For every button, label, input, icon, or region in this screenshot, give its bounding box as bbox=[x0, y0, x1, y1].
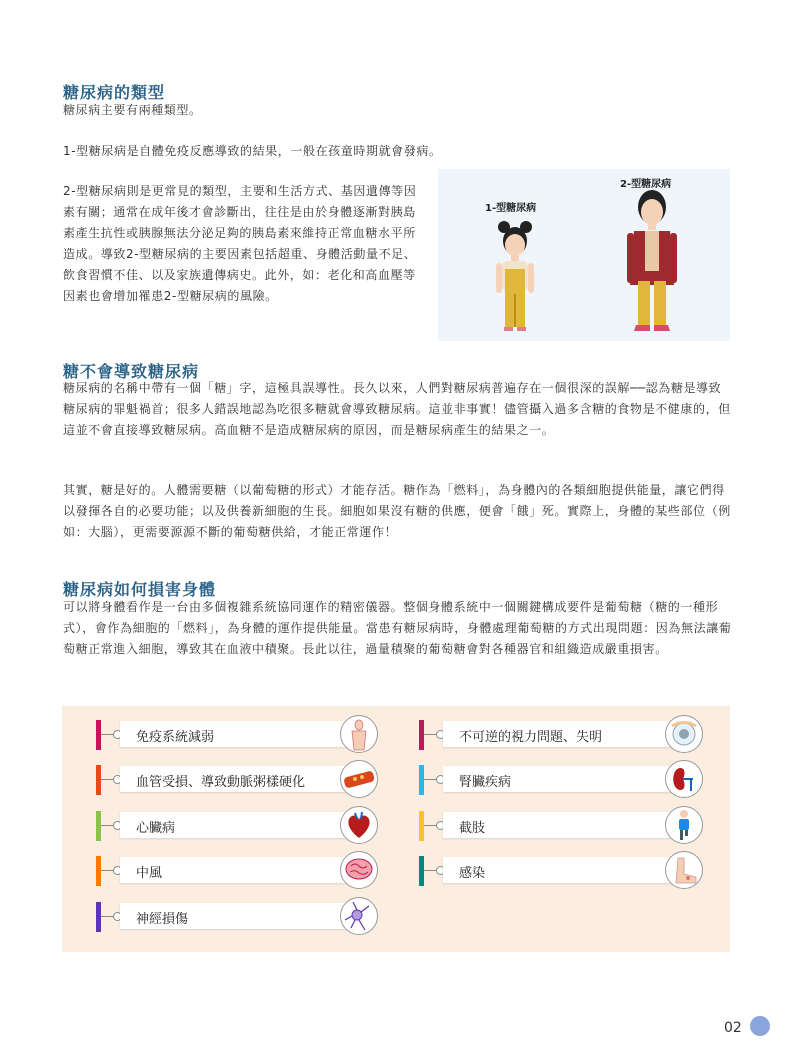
section-title-types: 糖尿病的類型 bbox=[63, 83, 166, 102]
types-intro: 糖尿病主要有兩種類型。 bbox=[63, 103, 202, 117]
body-icon bbox=[340, 715, 378, 753]
complication-label: 免疫系統減弱 bbox=[136, 730, 215, 745]
child-figure bbox=[496, 221, 534, 331]
type1-description: 1-型糖尿病是自體免疫反應導致的結果，一般在孩童時期就會發病。 bbox=[63, 144, 442, 158]
page-number: 02 bbox=[724, 1020, 742, 1036]
diabetes-types-illustration bbox=[438, 169, 730, 341]
nerve-icon bbox=[340, 897, 378, 935]
sugar-paragraph-2: 其實，糖是好的。人體需要糖（以葡萄糖的形式）才能存活。糖作為「燃料」，為身體內的各類細胞提供能量，讓它們得以發揮各自的必要功能；以及供養新細胞的生長。細胞如果沒有糖的供應，便會「餓」死。實際上，身體的某些部位（例如：大腦），更需要源源不斷的葡萄糖供給，才能正常運作！ bbox=[63, 483, 731, 539]
artery-icon bbox=[340, 760, 378, 798]
foot-icon bbox=[665, 851, 703, 889]
amputation-icon bbox=[665, 806, 703, 844]
page-number-dot bbox=[750, 1016, 770, 1036]
color-bar bbox=[96, 720, 101, 750]
adult-figure bbox=[627, 190, 677, 331]
complication-label: 感染 bbox=[459, 866, 486, 881]
brain-icon bbox=[340, 851, 378, 889]
complication-label: 心臟病 bbox=[136, 821, 176, 836]
complication-label: 血管受損、導致動脈粥樣硬化 bbox=[136, 775, 306, 790]
complication-label: 不可逆的視力問題、失明 bbox=[459, 730, 603, 745]
complication-label: 神經損傷 bbox=[136, 912, 189, 927]
complication-label: 腎臟疾病 bbox=[459, 775, 512, 790]
eye-icon bbox=[665, 715, 703, 753]
complication-label: 中風 bbox=[136, 866, 163, 881]
type2-description: 2-型糖尿病則是更常見的類型，主要和生活方式、基因遺傳等因素有關；通常在成年後才會診斷出，往往是由於身體逐漸對胰島素產生抗性或胰腺無法分泌足夠的胰島素來維持正常血糖水平所造成。導致2-型糖尿病的主要因素包括超重、身體活動量不足、飲食習慣不佳、以及家族遺傳病史。此外，如：老化和高血壓等因素也會增加罹患2-型糖尿病的風險。 bbox=[63, 184, 417, 303]
label-type1: 1-型糖尿病 bbox=[485, 203, 537, 214]
sugar-paragraph-1: 糖尿病的名稱中帶有一個「糖」字，這極具誤導性。長久以來，人們對糖尿病普遍存在一個很深的誤解──認為糖是導致糖尿病的罪魁禍首；很多人錯誤地認為吃很多糖就會導致糖尿病。這並非事實！儘管攝入過多含糖的食物是不健康的，但這並不會直接導致糖尿病。高血糖不是造成糖尿病的原因，而是糖尿病產生的結果之一。 bbox=[63, 381, 731, 437]
section-title-sugar: 糖不會導致糖尿病 bbox=[63, 362, 200, 381]
heart-icon bbox=[340, 806, 378, 844]
complications-panel bbox=[62, 706, 730, 952]
section-title-damage: 糖尿病如何損害身體 bbox=[63, 580, 217, 599]
kidney-icon bbox=[665, 760, 703, 798]
damage-paragraph: 可以將身體看作是一台由多個複雜系統協同運作的精密儀器。整個身體系統中一個關鍵構成要件是葡萄糖（糖的一種形式），會作為細胞的「燃料」，為身體的運作提供能量。當患有糖尿病時，身體處理葡萄糖的方式出現問題：因為無法讓葡萄糖正常進入細胞，導致其在血液中積聚。長此以往，過量積聚的葡萄糖會對各種器官和組織造成嚴重損害。 bbox=[63, 600, 732, 656]
label-type2: 2-型糖尿病 bbox=[620, 179, 672, 190]
complication-label: 截肢 bbox=[459, 821, 486, 836]
child-and-adult-figures bbox=[438, 169, 730, 341]
